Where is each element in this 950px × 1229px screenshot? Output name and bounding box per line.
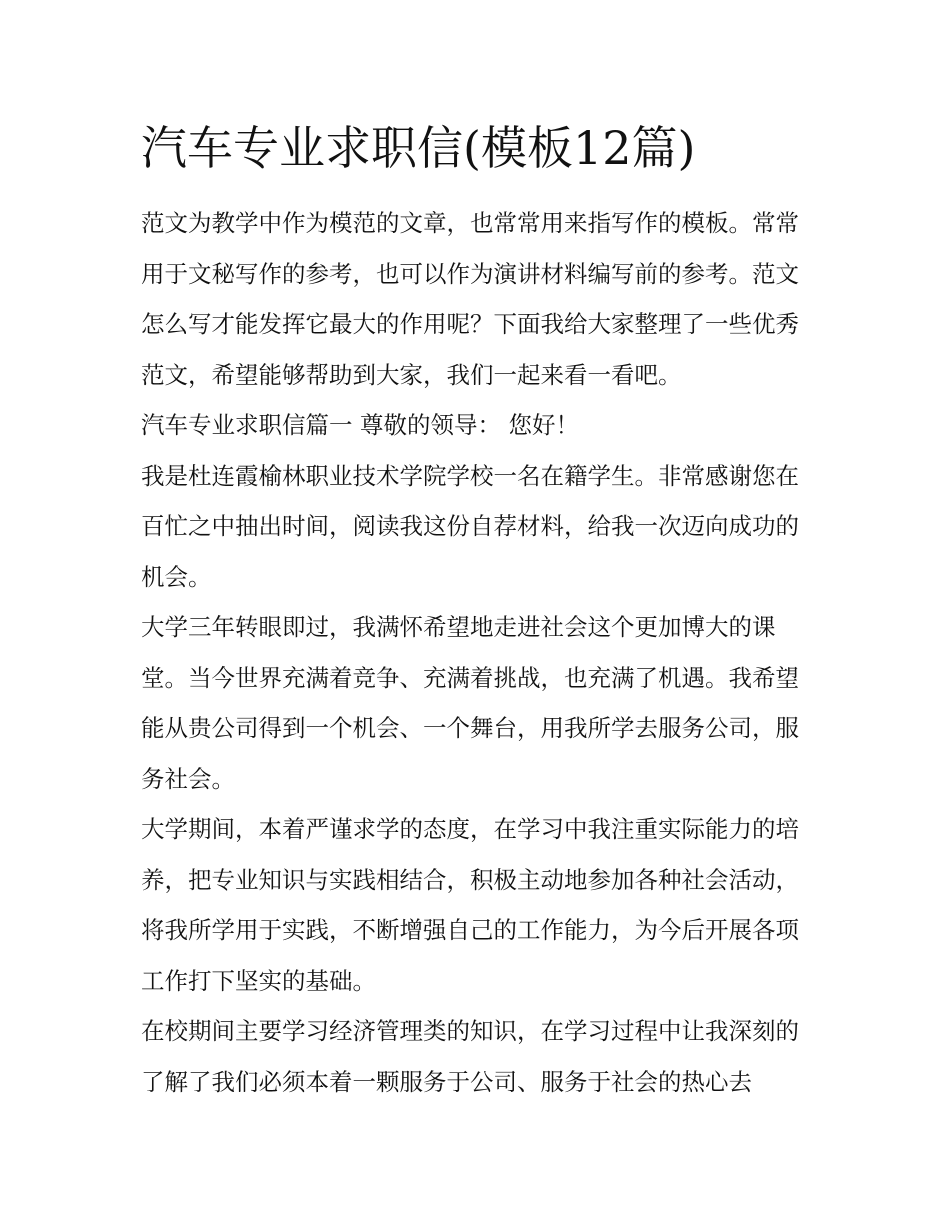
paragraph-university-period: 大学期间，本着严谨求学的态度，在学习中我注重实际能力的培养，把专业知识与实践相结合，积极主动地参加各种社会活动，将我所学用于实践，不断增强自己的工作能力，为今后开展各项工作打下坚实的基础。 bbox=[141, 815, 799, 995]
document-body bbox=[141, 118, 813, 1107]
document-title: 汽车专业求职信(模板12篇) bbox=[141, 121, 696, 175]
paragraph-studies: 在校期间主要学习经济管理类的知识，在学习过程中让我深刻的了解了我们必须本着一颗服务于公司、服务于社会的热心去 bbox=[141, 1017, 799, 1096]
paragraph-self-introduction: 我是杜连霞榆林职业技术学院学校一名在籍学生。非常感谢您在百忙之中抽出时间，阅读我这份自荐材料，给我一次迈向成功的机会。 bbox=[141, 461, 799, 591]
paragraph-aspiration: 大学三年转眼即过，我满怀希望地走进社会这个更加博大的课堂。当今世界充满着竞争、充满着挑战，也充满了机遇。我希望能从贵公司得到一个机会、一个舞台，用我所学去服务公司，服务社会。 bbox=[141, 613, 799, 793]
paragraph-intro: 范文为教学中作为模范的文章，也常常用来指写作的模板。常常用于文秘写作的参考，也可以作为演讲材料编写前的参考。范文怎么写才能发挥它最大的作用呢？下面我给大家整理了一些优秀范文，希望能够帮助到大家，我们一起来看一看吧。 bbox=[141, 209, 799, 389]
paragraph-salutation: 汽车专业求职信篇一 尊敬的领导： 您好！ bbox=[141, 411, 579, 439]
